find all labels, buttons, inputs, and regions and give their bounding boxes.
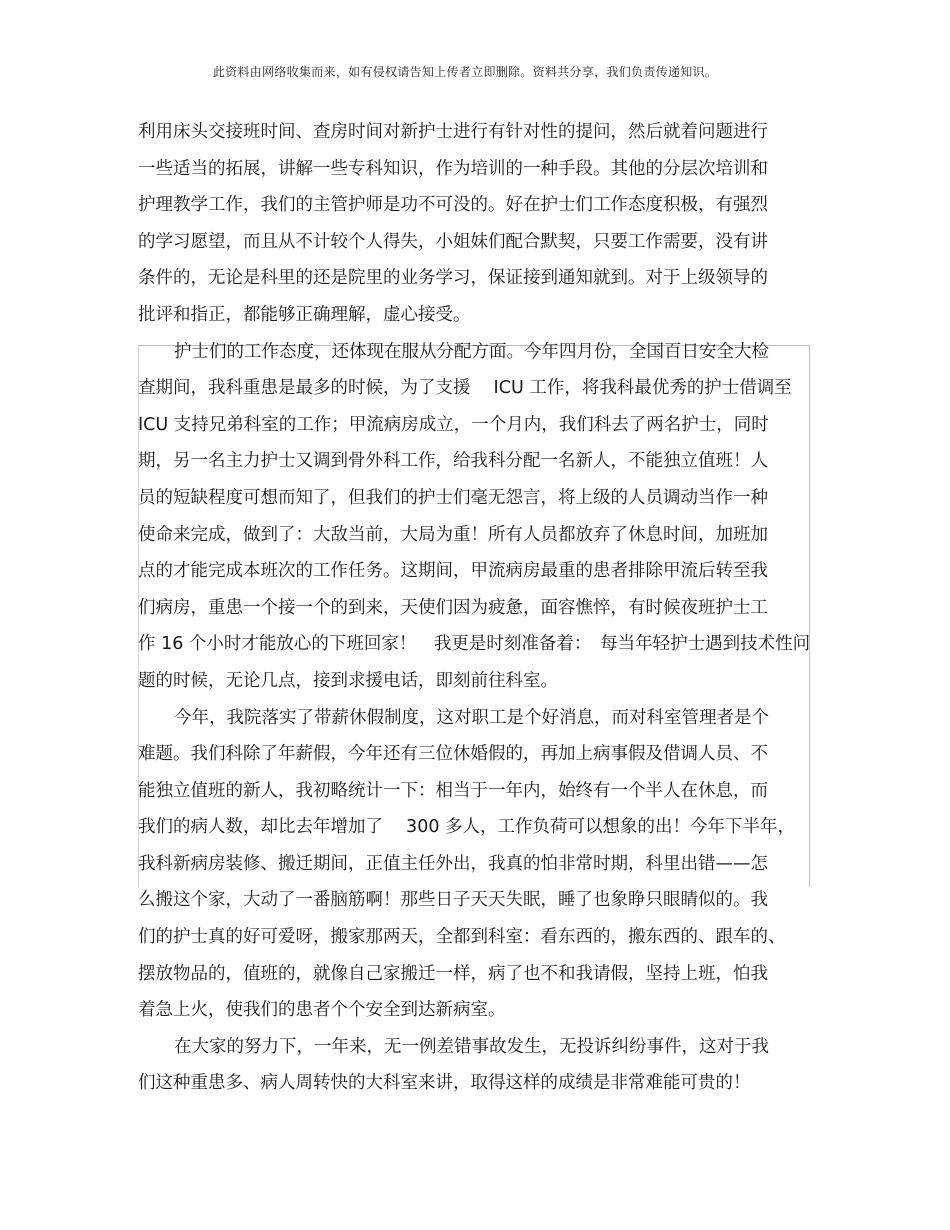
text-line: 的学习愿望，而且从不计较个人得失，小姐妹们配合默契，只要工作需要，没有讲	[138, 231, 768, 252]
text-line: 能独立值班的新人，我初略统计一下：相当于一年内，始终有一个半人在休息，而	[138, 780, 768, 801]
text-line: 们的护士真的好可爱呀，搬家那两天，全都到科室：看东西的，搬东西的、跟车的、	[138, 927, 786, 948]
text-line: 们这种重患多、病人周转快的大科室来讲，取得这样的成绩是非常难能可贵的！	[138, 1073, 751, 1094]
text-line: 着急上火，使我们的患者个个安全到达新病室。	[138, 1000, 506, 1021]
text-line: 一些适当的拓展，讲解一些专科知识，作为培训的一种手段。其他的分层次培训和	[138, 158, 768, 179]
text-line: 查期间，我科重患是最多的时候，为了支援 ICU 工作，将我科最优秀的护士借调至	[138, 378, 792, 399]
text-line: 员的短缺程度可想而知了，但我们的护士们毫无怨言，将上级的人员调动当作一种	[138, 487, 768, 508]
disclaimer-header: 此资料由网络收集而来，如有侵权请告知上传者立即删除。资料共分享，我们负责传递知识。	[212, 65, 718, 79]
text-line: 期，另一名主力护士又调到骨外科工作，给我科分配一名新人，不能独立值班！人	[138, 451, 768, 472]
text-line: 我科新病房装修、搬迁期间，正值主任外出，我真的怕非常时期，科里出错——怎	[138, 853, 768, 874]
paragraph-start-line: 在大家的努力下，一年来，无一例差错事故发生，无投诉纠纷事件，这对于我	[174, 1036, 769, 1057]
text-line: 点的才能完成本班次的工作任务。这期间，甲流病房最重的患者排除甲流后转至我	[138, 561, 768, 582]
text-line: 我们的病人数，却比去年增加了 300 多人，工作负荷可以想象的出！今年下半年，	[138, 817, 796, 838]
text-line: 利用床头交接班时间、查房时间对新护士进行有针对性的提问，然后就着问题进行	[138, 122, 768, 142]
text-line: 使命来完成，做到了：大敌当前，大局为重！所有人员都放弃了休息时间，加班加	[138, 524, 768, 545]
text-line: 作 16 个小时才能放心的下班回家！ 我更是时刻准备着： 每当年轻护士遇到技术性问	[138, 634, 811, 655]
document-body	[138, 114, 811, 1102]
paragraph-start-line: 护士们的工作态度，还体现在服从分配方面。今年四月份，全国百日安全大检	[174, 341, 769, 362]
text-line: 么搬这个家，大动了一番脑筋啊！那些日子天天失眠，睡了也象睁只眼睛似的。我	[138, 890, 768, 911]
paragraph-start-line: 今年，我院落实了带薪休假制度，这对职工是个好消息，而对科室管理者是个	[174, 707, 769, 728]
text-line: 批评和指正，都能够正确理解，虚心接受。	[138, 304, 471, 325]
text-line: 条件的，无论是科里的还是院里的业务学习，保证接到通知就到。对于上级领导的	[138, 268, 768, 289]
text-line: ICU 支持兄弟科室的工作；甲流病房成立，一个月内，我们科去了两名护士，同时	[138, 414, 769, 435]
text-line: 们病房，重患一个接一个的到来，天使们因为疲惫，面容憔悴，有时候夜班护士工	[138, 597, 768, 618]
text-line: 护理教学工作，我们的主管护师是功不可没的。好在护士们工作态度积极，有强烈	[138, 195, 768, 216]
text-line: 题的时候，无论几点，接到求援电话，即刻前往科室。	[138, 670, 558, 691]
text-line: 摆放物品的，值班的，就像自己家搬迁一样，病了也不和我请假，坚持上班，怕我	[138, 963, 768, 984]
text-line: 难题。我们科除了年薪假，今年还有三位休婚假的，再加上病事假及借调人员、不	[138, 744, 768, 765]
